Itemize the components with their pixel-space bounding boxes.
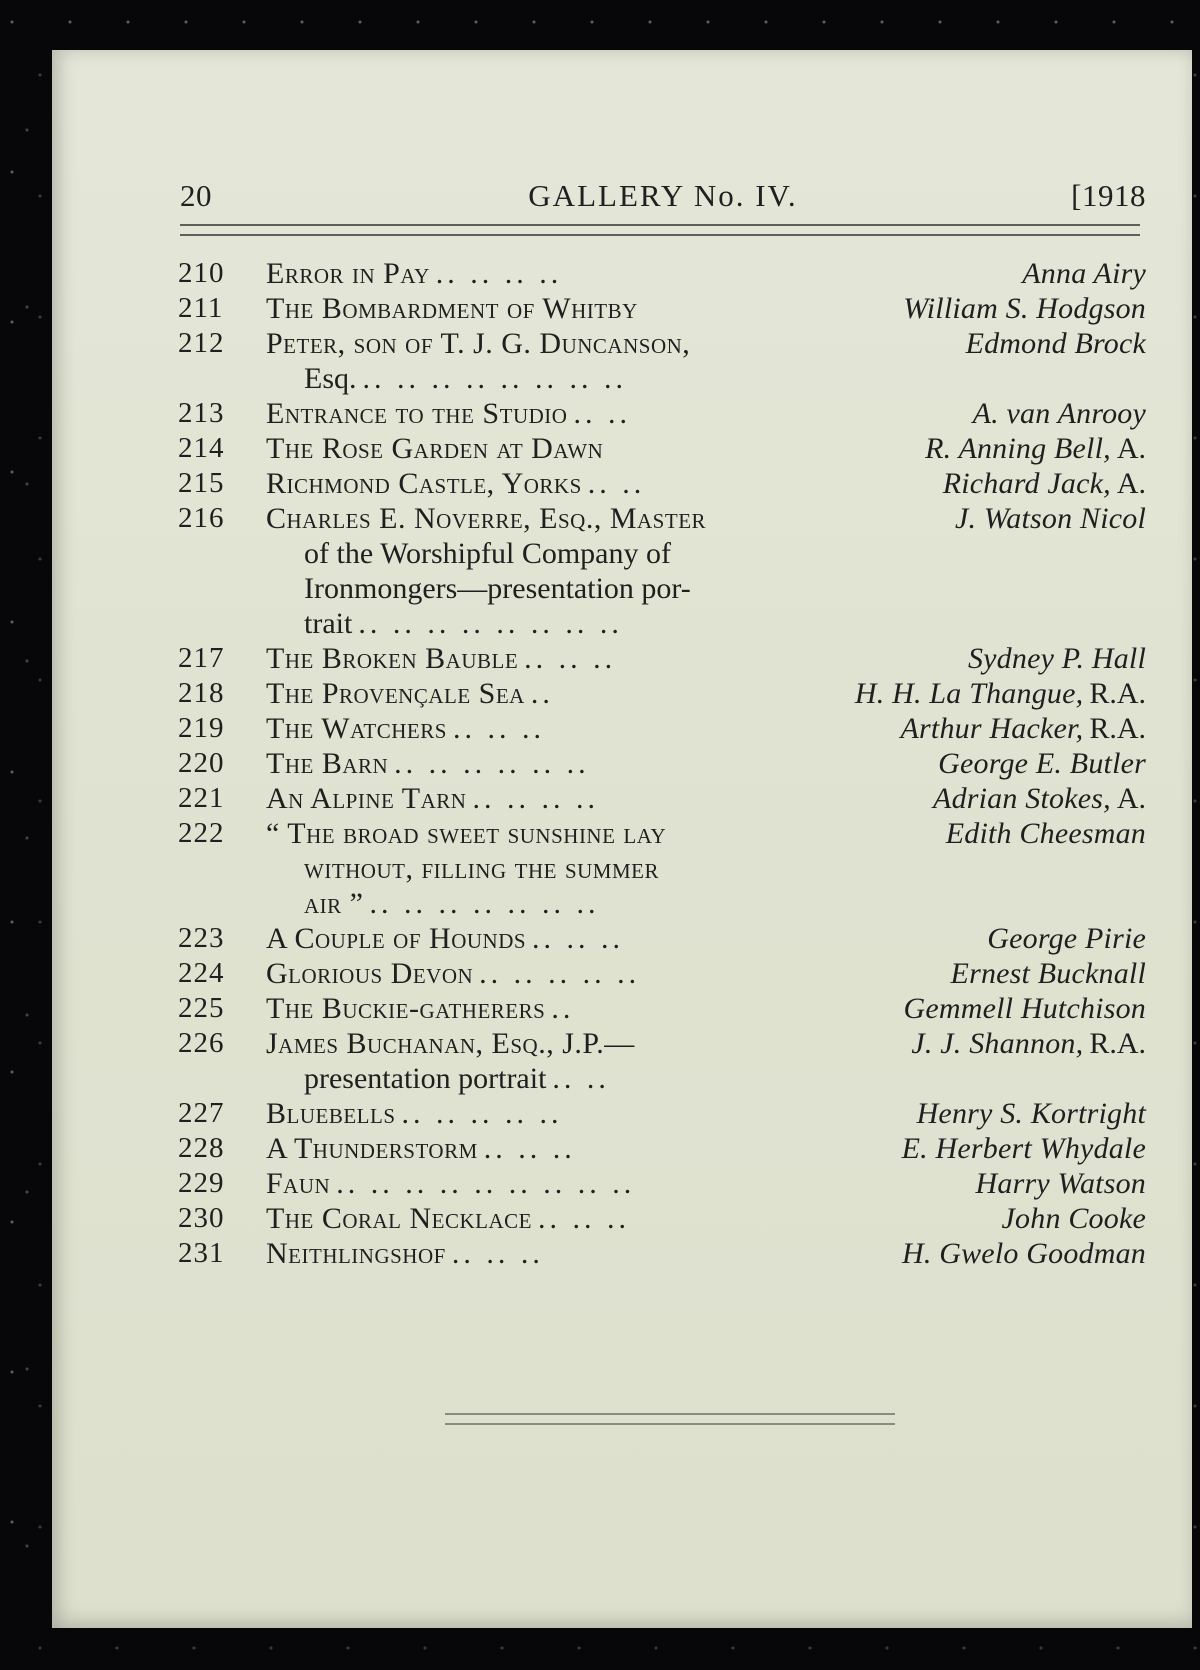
entry-artist: R. Anning Bell, <box>925 432 1111 465</box>
entry-number: 224 <box>178 957 225 989</box>
gallery-title: GALLERY No. IV. <box>528 178 798 213</box>
entry-artist: William S. Hodgson <box>903 292 1146 325</box>
entry-title: A Couple of Hounds <box>266 922 527 955</box>
entry-number: 211 <box>178 292 224 324</box>
catalogue-entry <box>178 1026 1146 1096</box>
entry-number: 213 <box>178 397 225 429</box>
catalogue-entry <box>178 816 1146 921</box>
entry-number: 223 <box>178 922 225 954</box>
entry-number: 214 <box>178 432 225 464</box>
entry-artist: E. Herbert Whydale <box>901 1132 1146 1165</box>
entry-artist: H. H. La Thangue, <box>854 677 1084 710</box>
entry-artist: John Cooke <box>1001 1202 1146 1235</box>
entry-leaders: .. .. .. <box>451 1237 544 1270</box>
catalogue-entry-list <box>178 256 1146 1271</box>
entry-number: 220 <box>178 747 225 779</box>
entry-number: 216 <box>178 502 225 534</box>
entry-leaders: .. <box>530 677 554 710</box>
entry-leaders: .. .. .. .. .. <box>401 1097 563 1130</box>
catalogue-entry <box>178 1166 1146 1201</box>
entry-leaders: .. .. .. <box>524 642 617 675</box>
entry-artist: George E. Butler <box>938 747 1146 780</box>
catalogue-entry <box>178 641 1146 676</box>
entry-title: An Alpine Tarn <box>266 782 467 815</box>
catalogue-entry <box>178 676 1146 711</box>
entry-leaders: .. .. .. <box>452 712 545 745</box>
entry-leaders: .. .. .. .. <box>472 782 599 815</box>
entry-artist: J. Watson Nicol <box>954 502 1146 535</box>
entry-title-line: without, filling the summer <box>304 852 659 885</box>
entry-title-line: Charles E. Noverre, Esq., Master <box>266 502 707 535</box>
catalogue-entry <box>178 466 1146 501</box>
catalogue-entry <box>178 991 1146 1026</box>
catalogue-entry <box>178 291 1146 326</box>
catalogue-entry <box>178 256 1146 291</box>
entry-number: 217 <box>178 642 225 674</box>
entry-title-line: air ” <box>304 887 364 920</box>
page-number: 20 <box>180 178 212 213</box>
entry-artist: A. van Anrooy <box>972 397 1146 430</box>
entry-leaders: .. .. .. .. .. <box>479 957 641 990</box>
artist-honor: R.A. <box>1089 712 1146 745</box>
entry-leaders: .. .. .. .. <box>435 257 563 290</box>
entry-title: The Provençale Sea <box>266 677 525 710</box>
entry-leaders: .. .. <box>573 397 631 430</box>
page-header <box>180 178 1146 214</box>
artist-honor: R.A. <box>1089 1027 1146 1060</box>
catalogue-entry <box>178 746 1146 781</box>
catalogue-entry <box>178 1096 1146 1131</box>
artist-honor: A. <box>1116 467 1146 500</box>
catalogue-entry <box>178 326 1146 396</box>
artist-honor: A. <box>1116 782 1146 815</box>
entry-number: 210 <box>178 257 225 289</box>
entry-artist: Richard Jack, <box>942 467 1111 500</box>
entry-leaders: .. .. .. .. .. .. .. .. <box>358 607 623 640</box>
entry-number: 219 <box>178 712 225 744</box>
catalogue-entry <box>178 781 1146 816</box>
entry-title: A Thunderstorm <box>266 1132 478 1165</box>
catalogue-entry <box>178 921 1146 956</box>
entry-leaders: .. .. .. .. .. .. .. .. .. <box>336 1167 636 1200</box>
entry-title: The Bombardment of Whitby <box>266 292 638 325</box>
catalogue-entry <box>178 956 1146 991</box>
entry-number: 230 <box>178 1202 225 1234</box>
entry-artist: J. J. Shannon, <box>911 1027 1084 1060</box>
footer-double-rule <box>445 1413 895 1425</box>
entry-artist: Adrian Stokes, <box>933 782 1111 815</box>
entry-title: Entrance to the Studio <box>266 397 568 430</box>
entry-title-line: Peter, son of T. J. G. Duncanson, <box>266 327 691 360</box>
catalogue-entry <box>178 711 1146 746</box>
entry-title-line: Esq. <box>304 362 357 395</box>
catalogue-entry <box>178 431 1146 466</box>
entry-artist: Henry S. Kortright <box>916 1097 1146 1130</box>
header-double-rule <box>180 224 1140 236</box>
entry-title: Error in Pay <box>266 257 430 290</box>
entry-number: 229 <box>178 1167 225 1199</box>
entry-number: 225 <box>178 992 225 1024</box>
entry-title-line: James Buchanan, Esq., J.P.— <box>266 1027 635 1060</box>
catalogue-entry <box>178 501 1146 641</box>
entry-artist: Anna Airy <box>1022 257 1146 290</box>
catalogue-entry <box>178 1236 1146 1271</box>
entry-leaders: .. .. .. <box>538 1202 630 1235</box>
entry-number: 226 <box>178 1027 225 1059</box>
entry-artist: Sydney P. Hall <box>967 642 1146 675</box>
entry-number: 221 <box>178 782 225 814</box>
year-marker: [1918 <box>1071 178 1146 213</box>
catalogue-entry <box>178 396 1146 431</box>
artist-honor: A. <box>1116 432 1146 465</box>
entry-title-line: presentation portrait <box>304 1062 547 1095</box>
entry-title-line: Ironmongers—presentation por- <box>304 572 691 605</box>
entry-artist: Edmond Brock <box>965 327 1146 360</box>
entry-title: The Buckie-gatherers <box>266 992 546 1025</box>
entry-title: Richmond Castle, Yorks <box>266 467 582 500</box>
entry-title-line: trait <box>304 607 353 640</box>
entry-artist: Ernest Bucknall <box>950 957 1146 990</box>
entry-title-line: “ The broad sweet sunshine lay <box>266 817 667 850</box>
entry-number: 218 <box>178 677 225 709</box>
catalogue-entry <box>178 1201 1146 1236</box>
entry-leaders: .. .. .. <box>483 1132 576 1165</box>
entry-title-line: of the Worshipful Company of <box>304 537 671 570</box>
entry-title: The Barn <box>266 747 389 780</box>
entry-artist: Edith Cheesman <box>945 817 1146 850</box>
entry-artist: George Pirie <box>987 922 1146 955</box>
entry-leaders: .. .. .. .. .. .. .. .. <box>362 362 627 395</box>
entry-leaders: .. .. .. <box>532 922 625 955</box>
entry-number: 212 <box>178 327 225 359</box>
entry-leaders: .. .. .. .. .. .. <box>394 747 590 780</box>
entry-number: 228 <box>178 1132 225 1164</box>
entry-leaders: .. <box>551 992 575 1025</box>
entry-title: Glorious Devon <box>266 957 474 990</box>
entry-number: 231 <box>178 1237 225 1269</box>
entry-artist: H. Gwelo Goodman <box>901 1237 1146 1270</box>
catalogue-entry <box>178 1131 1146 1166</box>
entry-title: Neithlingshof <box>266 1237 446 1270</box>
entry-number: 227 <box>178 1097 225 1129</box>
entry-title: The Broken Bauble <box>266 642 519 675</box>
entry-artist: Gemmell Hutchison <box>903 992 1146 1025</box>
entry-artist: Arthur Hacker, <box>900 712 1084 745</box>
entry-leaders: .. .. <box>587 467 646 500</box>
entry-leaders: .. .. .. .. .. .. .. <box>369 887 600 920</box>
entry-number: 222 <box>178 817 225 849</box>
artist-honor: R.A. <box>1089 677 1146 710</box>
entry-title: Faun <box>266 1167 331 1200</box>
entry-title: The Watchers <box>266 712 447 745</box>
entry-title: The Coral Necklace <box>266 1202 532 1235</box>
entry-title: The Rose Garden at Dawn <box>266 432 604 465</box>
entry-artist: Harry Watson <box>975 1167 1146 1200</box>
entry-title: Bluebells <box>266 1097 396 1130</box>
entry-leaders: .. .. <box>552 1062 610 1095</box>
entry-number: 215 <box>178 467 225 499</box>
